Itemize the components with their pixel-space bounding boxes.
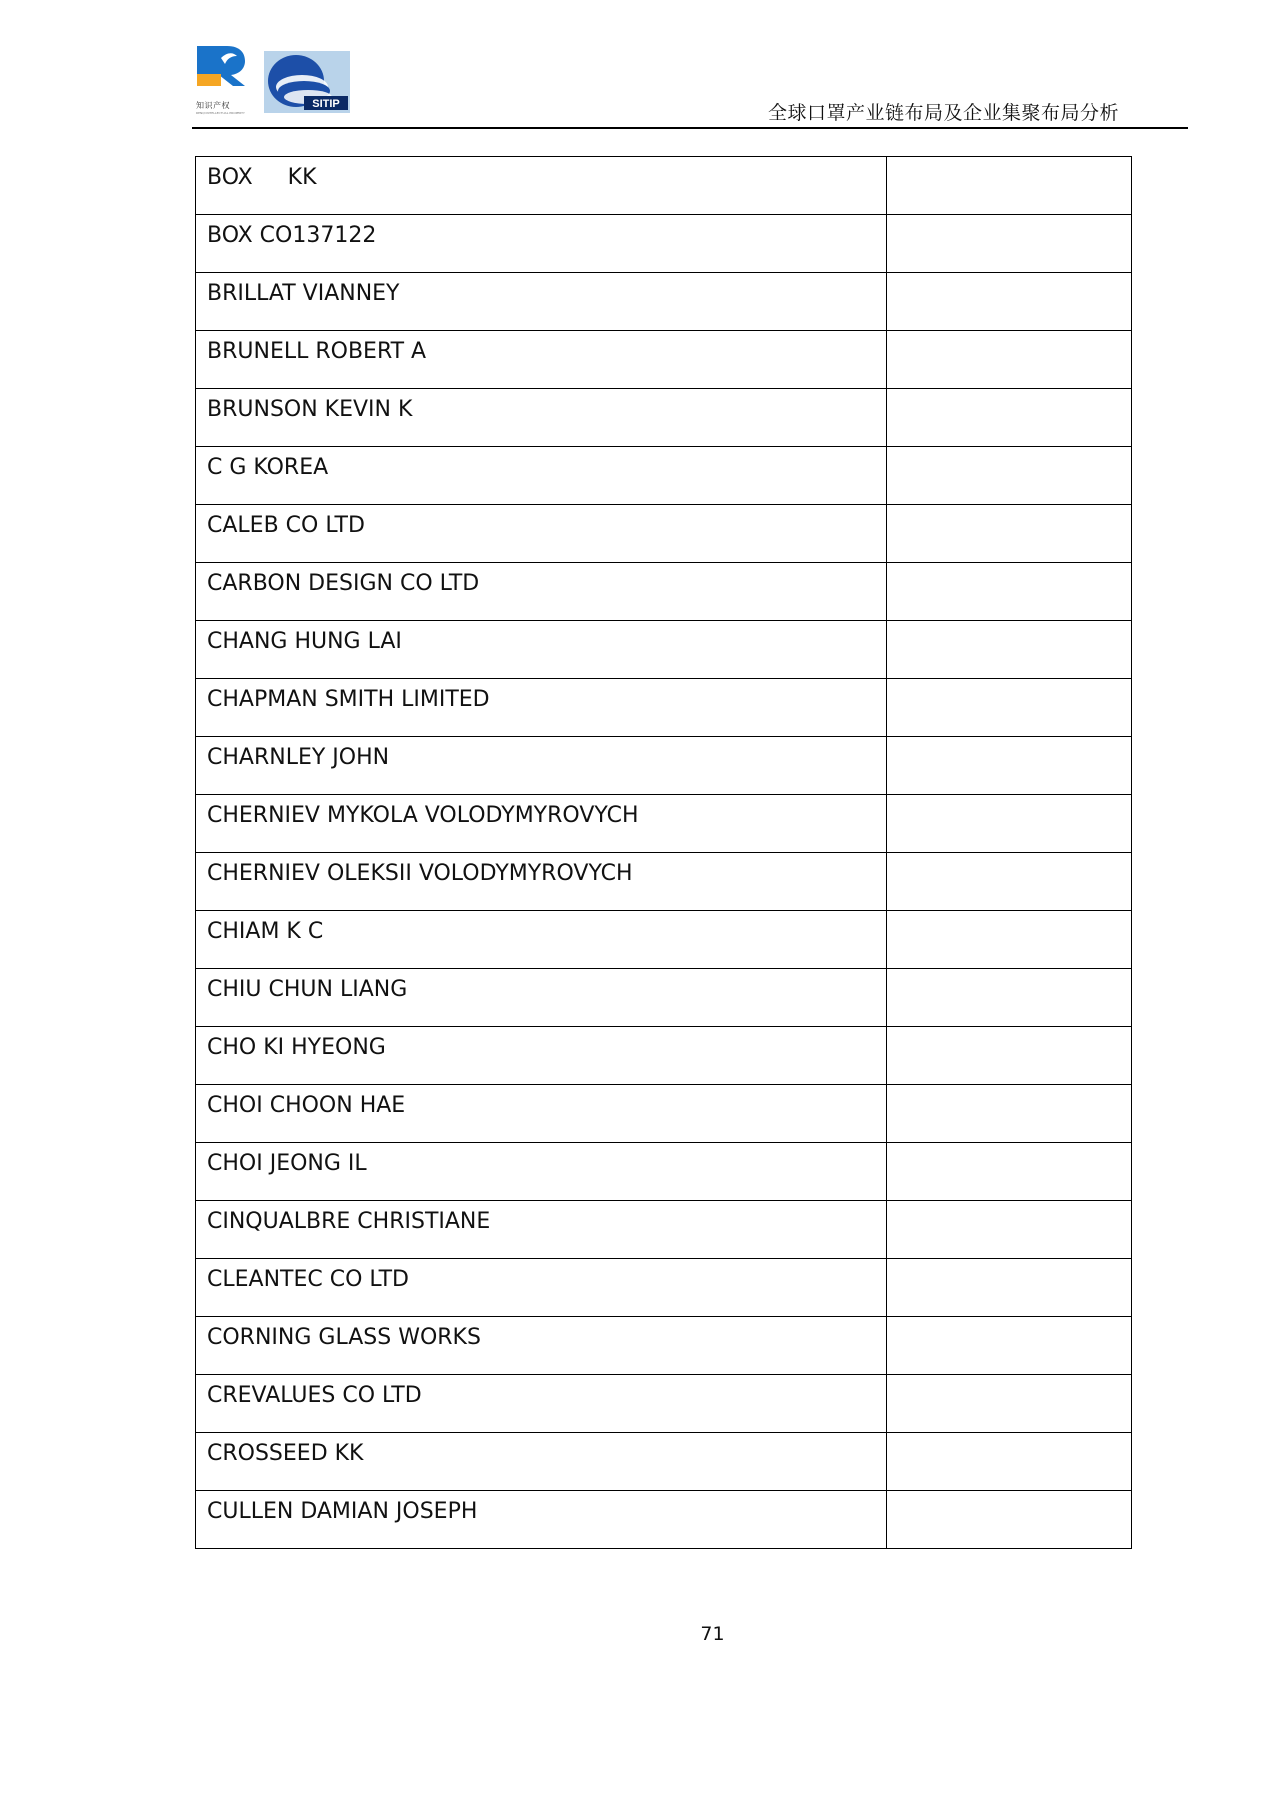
table-row [196,795,1132,853]
table-row [196,157,1132,215]
applicant-name: CULLEN DAMIAN JOSEPH [207,1499,478,1524]
applicant-name: CINQUALBRE CHRISTIANE [207,1209,491,1234]
table-row [196,505,1132,563]
name-cell [196,447,887,505]
table-row [196,1201,1132,1259]
table-row [196,737,1132,795]
name-cell [196,1375,887,1433]
table-row [196,1085,1132,1143]
applicant-name: CHARNLEY JOHN [207,745,390,770]
applicant-name: CLEANTEC CO LTD [207,1267,409,1292]
value-cell [887,795,1132,853]
name-cell [196,1085,887,1143]
applicant-name: BRUNSON KEVIN K [207,397,413,422]
value-cell [887,911,1132,969]
applicant-name: CROSSEED KK [207,1441,364,1466]
applicant-name: BOX CO137122 [207,223,377,248]
value-cell [887,737,1132,795]
table-row [196,969,1132,1027]
value-cell [887,1375,1132,1433]
table-row [196,273,1132,331]
name-cell [196,679,887,737]
applicant-name: CHIU CHUN LIANG [207,977,408,1002]
name-cell [196,911,887,969]
table-row [196,911,1132,969]
name-cell [196,389,887,447]
name-cell [196,563,887,621]
applicant-table-body [196,157,1132,1549]
applicant-name: CHAPMAN SMITH LIMITED [207,687,490,712]
applicant-name: CHERNIEV MYKOLA VOLODYMYROVYCH [207,803,639,828]
applicant-name: CARBON DESIGN CO LTD [207,571,480,596]
name-cell [196,1143,887,1201]
renqi-logo-subcaption: RENQI INTELLECTUAL PROPERTY [196,111,245,115]
name-cell [196,737,887,795]
applicant-name: CHOI CHOON HAE [207,1093,406,1118]
name-cell [196,1433,887,1491]
name-cell [196,273,887,331]
applicant-name: C G KOREA [207,455,329,480]
table-row [196,389,1132,447]
value-cell [887,621,1132,679]
value-cell [887,969,1132,1027]
value-cell [887,447,1132,505]
page-title: 全球口罩产业链布局及企业集聚布局分析 [767,102,1119,124]
name-cell [196,853,887,911]
value-cell [887,389,1132,447]
name-cell [196,1259,887,1317]
table-row [196,1433,1132,1491]
sitip-logo-text: SITIP [312,98,340,110]
applicant-name: CHIAM K C [207,919,324,944]
value-cell [887,1317,1132,1375]
value-cell [887,215,1132,273]
value-cell [887,1085,1132,1143]
header-divider [192,127,1188,129]
applicant-name: CALEB CO LTD [207,513,365,538]
value-cell [887,331,1132,389]
page-header [0,0,1280,130]
applicant-name: CORNING GLASS WORKS [207,1325,481,1350]
value-cell [887,853,1132,911]
page-number: 71 [700,1623,725,1645]
value-cell [887,1491,1132,1549]
table-row [196,1143,1132,1201]
applicant-name: BRUNELL ROBERT A [207,339,427,364]
name-cell [196,1201,887,1259]
table-row [196,215,1132,273]
table-row [196,679,1132,737]
table-row [196,621,1132,679]
name-cell [196,215,887,273]
applicant-name: CHOI JEONG IL [207,1151,367,1176]
value-cell [887,273,1132,331]
applicant-name: BOX KK [207,165,317,190]
name-cell [196,1027,887,1085]
table-row [196,1317,1132,1375]
applicant-name: CREVALUES CO LTD [207,1383,422,1408]
value-cell [887,1027,1132,1085]
applicant-name: BRILLAT VIANNEY [207,281,400,306]
value-cell [887,505,1132,563]
name-cell [196,1491,887,1549]
sitip-logo [264,51,350,113]
name-cell [196,157,887,215]
table-row [196,1027,1132,1085]
renqi-logo-caption: 知识产权 [196,101,230,110]
table-row [196,853,1132,911]
name-cell [196,505,887,563]
table-row [196,1259,1132,1317]
name-cell [196,331,887,389]
value-cell [887,1433,1132,1491]
table-row [196,331,1132,389]
table-row [196,1491,1132,1549]
name-cell [196,969,887,1027]
value-cell [887,1259,1132,1317]
value-cell [887,679,1132,737]
applicant-name: CHANG HUNG LAI [207,629,402,654]
value-cell [887,563,1132,621]
value-cell [887,1201,1132,1259]
name-cell [196,795,887,853]
name-cell [196,621,887,679]
table-row [196,563,1132,621]
applicant-name: CHERNIEV OLEKSII VOLODYMYROVYCH [207,861,633,886]
applicant-name: CHO KI HYEONG [207,1035,386,1060]
table-row [196,1375,1132,1433]
value-cell [887,1143,1132,1201]
value-cell [887,157,1132,215]
table-row [196,447,1132,505]
applicant-table [195,156,1132,1549]
name-cell [196,1317,887,1375]
